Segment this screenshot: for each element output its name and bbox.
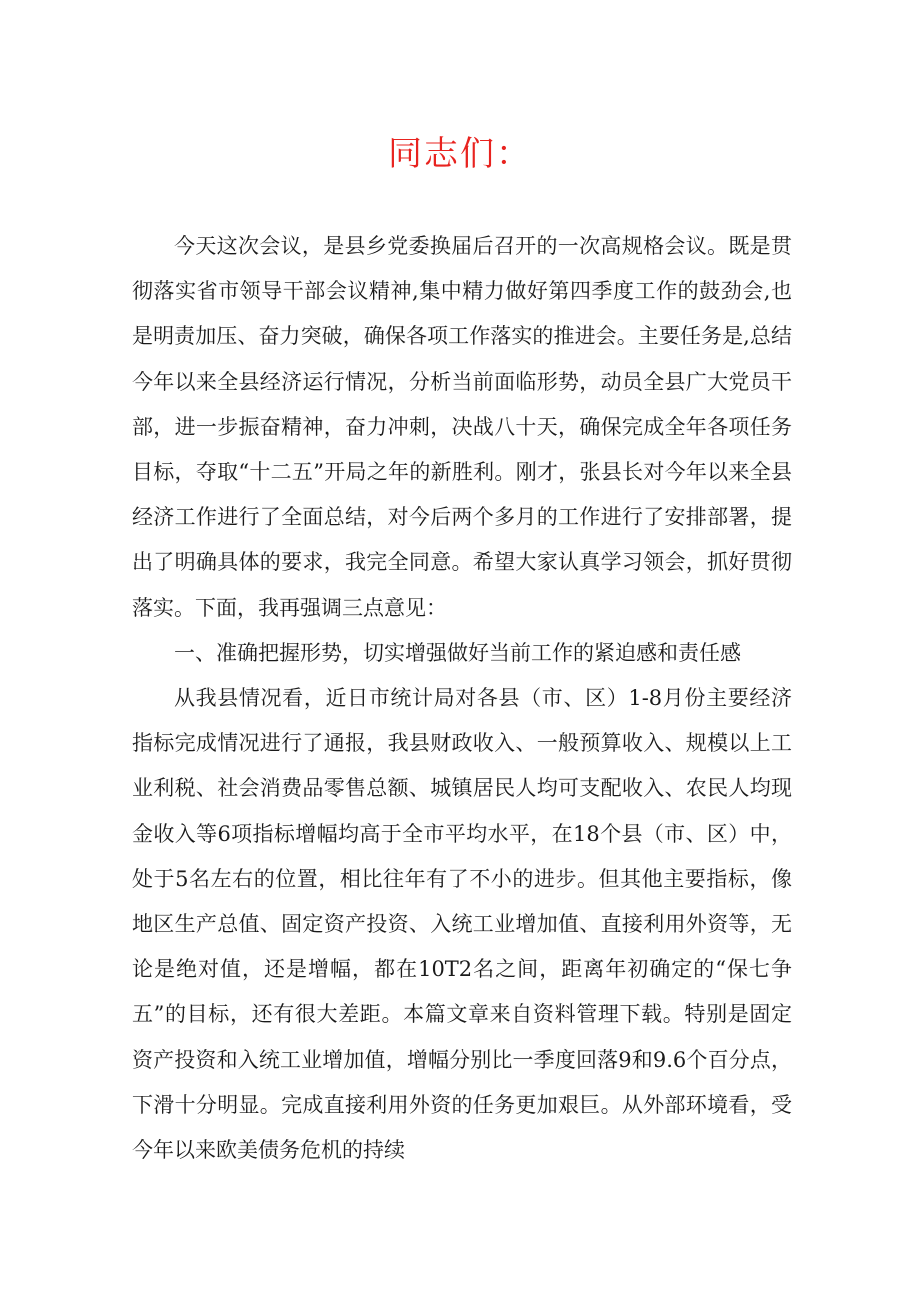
paragraph-intro: 今天这次会议，是县乡党委换届后召开的一次高规格会议。既是贯彻落实省市领导干部会议精神,集中精力做好第四季度工作的鼓劲会,也是明责加压、奋力突破，确保各项工作落实的推进会。主要任务是,总结今年以来全县经济运行情况，分析当前面临形势，动员全县广大党员干部，进一步振奋精神，奋力冲刺，决战八十天，确保完成全年各项任务目标，夺取“十二五”开局之年的新胜利。刚才，张县长对今年以来全县经济工作进行了全面总结，对今后两个多月的工作进行了安排部署，提出了明确具体的要求，我完全同意。希望大家认真学习领会，抓好贯彻落实。下面，我再强调三点意见： [132,234,792,620]
section-heading-1: 一、准确把握形势，切实增强做好当前工作的紧迫感和责任感 [174,640,741,665]
paragraph-situation: 从我县情况看，近日市统计局对各县（市、区）1-8月份主要经济指标完成情况进行了通报，我县财政收入、一般预算收入、规模以上工业利税、社会消费品零售总额、城镇居民人均可支配收入、农民人均现金收入等6项指标增幅均高于全市平均水平，在18个县（市、区）中，处于5名左右的位置，相比往年有了不小的进步。但其他主要指标，像地区生产总值、固定资产投资、入统工业增加值、直接利用外资等，无论是绝对值，还是增幅，都在10T2名之间，距离年初确定的“保七争五”的目标，还有很大差距。本篇文章来自资料管理下载。特别是固定资产投资和入统工业增加值，增幅分别比一季度回落9和9.6个百分点，下滑十分明显。完成直接利用外资的任务更加艰巨。从外部环境看，受今年以来欧美债务危机的持续 [132,686,792,1163]
document-body [132,224,792,1173]
document-title: 同志们： [388,134,532,174]
